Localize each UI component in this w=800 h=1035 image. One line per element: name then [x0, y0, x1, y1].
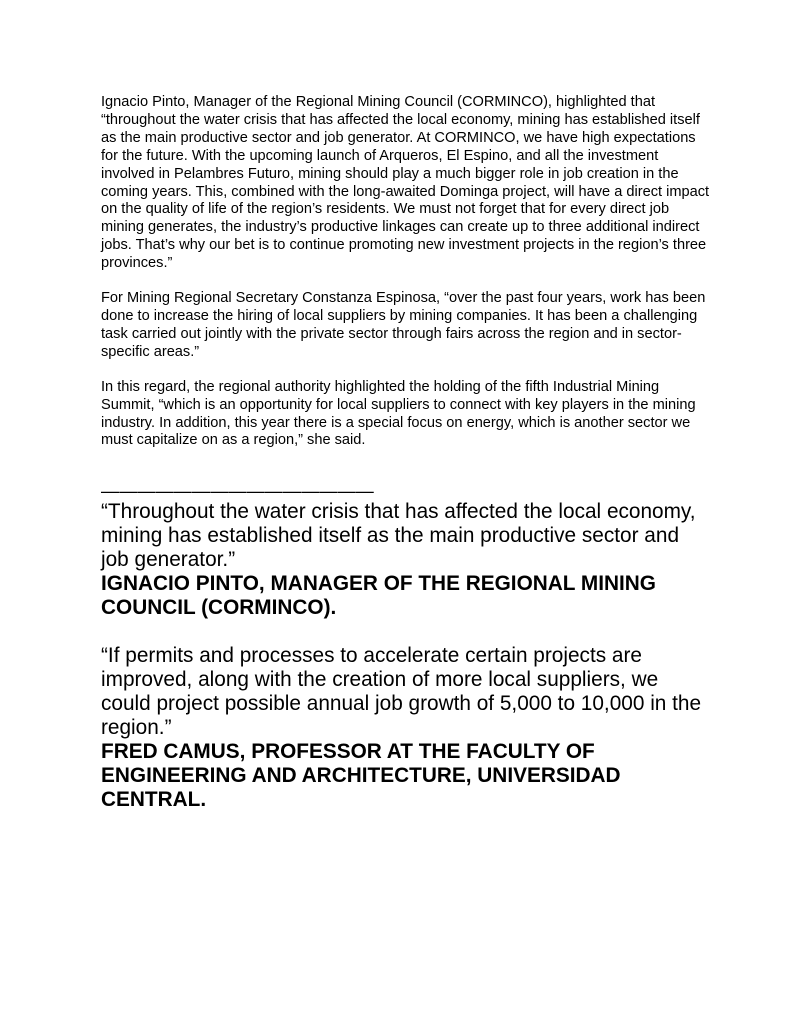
- quote-spacer: [101, 620, 711, 644]
- quote-attribution-camus: FRED CAMUS, PROFESSOR AT THE FACULTY OF ENGINEERING AND ARCHITECTURE, UNIVERSIDAD CENTRAL.: [101, 740, 621, 812]
- paragraph-pinto: Ignacio Pinto, Manager of the Regional Mining Council (CORMINCO), highlighted that “throughout the water crisis that has affected the local economy, mining has established itself as the main productive sector and job generator. At CORMINCO, we have high expectations for the future. With the upcoming launch of Arqueros, El Espino, and all the investment involved in Pelambres Futuro, mining should play a much bigger role in job creation in the coming years. This, combined with the long-awaited Dominga project, will have a direct impact on the quality of life of the region’s residents. We must not forget that for every direct job mining generates, the industry’s productive linkages can create up to three additional indirect jobs. That’s why our bet is to continue promoting new investment projects in the region’s three provinces.”: [101, 94, 710, 272]
- document-page: [101, 94, 711, 812]
- quote-attribution-pinto: IGNACIO PINTO, MANAGER OF THE REGIONAL MINING COUNCIL (CORMINCO).: [101, 572, 656, 620]
- paragraph-espinosa: For Mining Regional Secretary Constanza Espinosa, “over the past four years, work has been done to increase the hiring of local suppliers by mining companies. It has been a challenging task carried out jointly with the private sector through fairs across the region and in sector-specific areas.”: [101, 290, 706, 360]
- paragraph-summit: In this regard, the regional authority highlighted the holding of the fifth Industrial Mining Summit, “which is an opportunity for local suppliers to connect with key players in the mining industry. In addition, this year there is a special focus on energy, which is another sector we must capitalize on as a region,” she said.: [101, 378, 696, 449]
- pull-quote-camus: “If permits and processes to accelerate certain projects are improved, along with the creation of more local suppliers, we could project possible annual job growth of 5,000 to 10,000 in the region.”: [101, 644, 702, 740]
- pull-quote-pinto: “Throughout the water crisis that has affected the local economy, mining has established itself as the main productive sector and job generator.”: [101, 500, 696, 572]
- section-divider: ———————————————: [101, 481, 374, 502]
